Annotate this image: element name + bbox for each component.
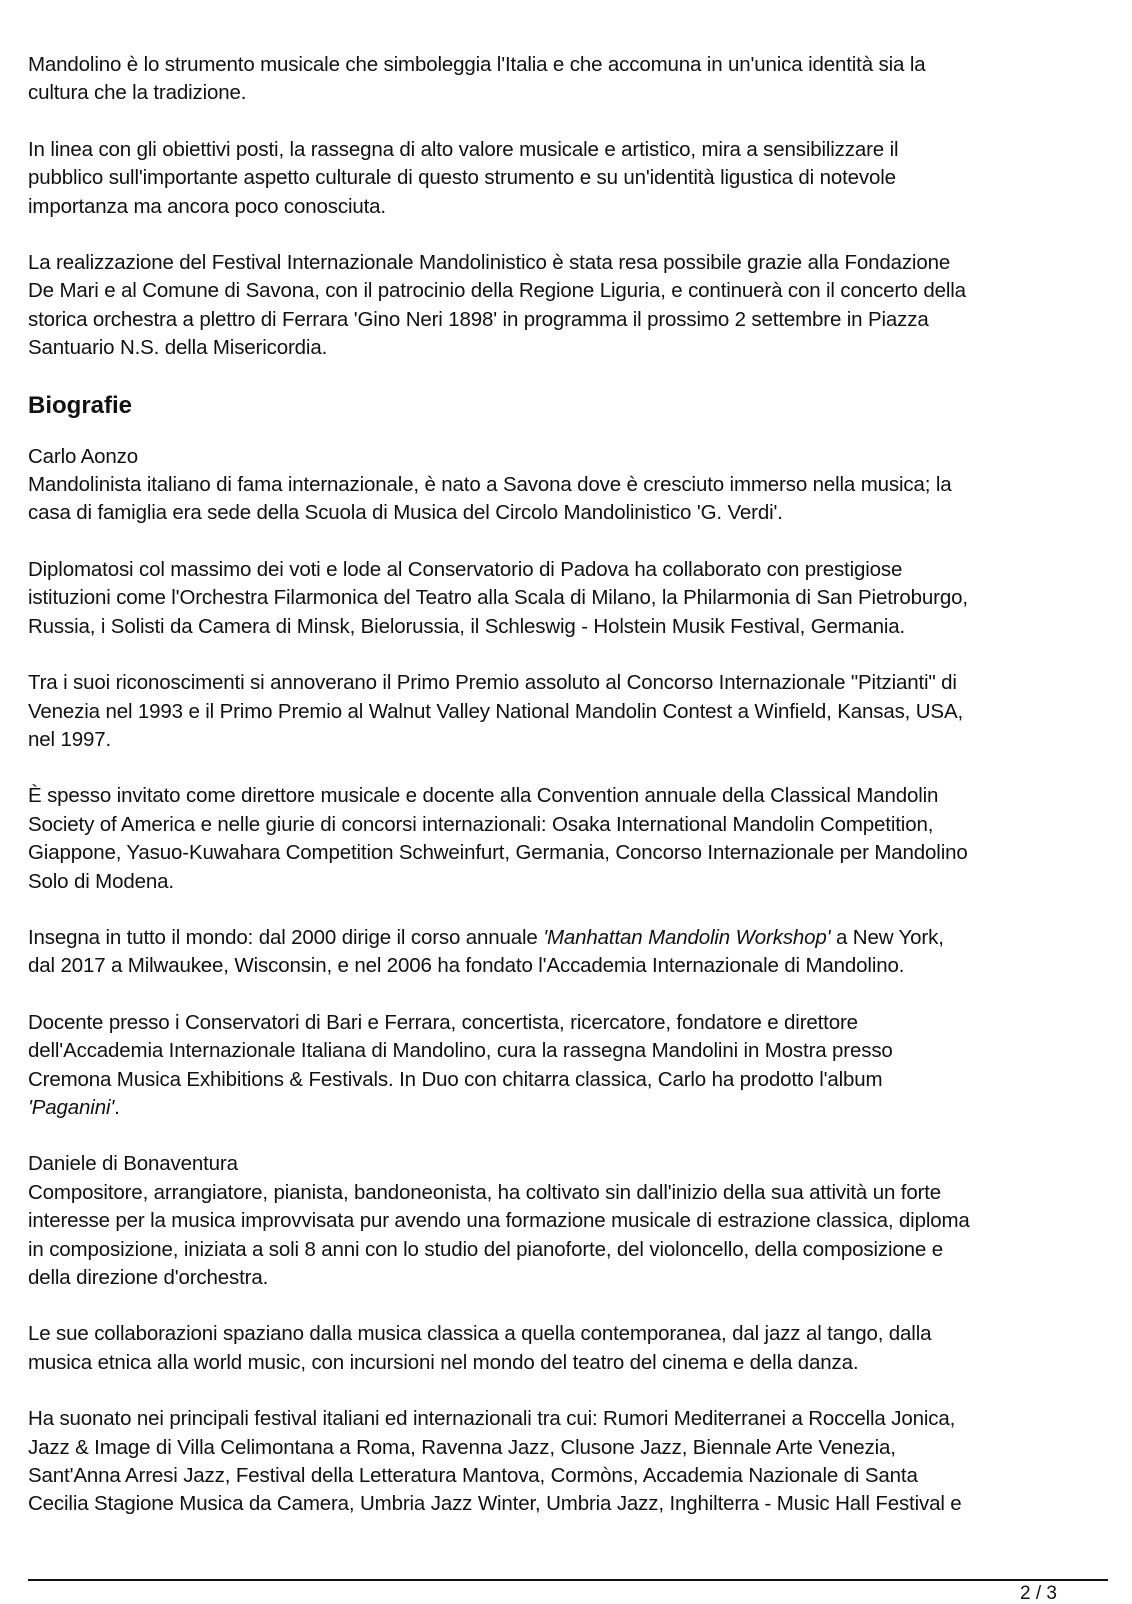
text-span: .	[114, 1095, 120, 1119]
text-line: Jazz & Image di Villa Celimontana a Roma, Ravenna Jazz, Clusone Jazz, Biennale Arte Venezia,	[28, 1435, 896, 1459]
text-line: Solo di Modena.	[28, 869, 174, 893]
bio-name-aonzo: Carlo Aonzo	[28, 444, 139, 468]
section-heading-biografie: Biografie	[28, 391, 133, 419]
text-line: Cecilia Stagione Musica da Camera, Umbria Jazz Winter, Umbria Jazz, Inghilterra - Music Hall Festival e	[28, 1492, 962, 1516]
text-line: Docente presso i Conservatori di Bari e Ferrara, concertista, ricercatore, fondatore e direttore	[28, 1010, 858, 1034]
intro-paragraph-2	[28, 136, 1108, 221]
intro-paragraph-3	[28, 249, 1108, 363]
text-line: in composizione, iniziata a soli 8 anni con lo studio del pianoforte, del violoncello, della composizione e	[28, 1237, 943, 1261]
text-line	[28, 1094, 1108, 1122]
text-line: In linea con gli obiettivi posti, la rassegna di alto valore musicale e artistico, mira a sensibilizzare il	[28, 137, 899, 161]
text-line: Compositore, arrangiatore, pianista, bandoneonista, ha coltivato sin dall'inizio della sua attività un forte	[28, 1180, 942, 1204]
text-line: nel 1997.	[28, 727, 112, 751]
text-line: dell'Accademia Internazionale Italiana di Mandolino, cura la rassegna Mandolini in Mostra presso	[28, 1039, 893, 1063]
text-line	[28, 924, 1108, 952]
text-line: Venezia nel 1993 e il Primo Premio al Walnut Valley National Mandolin Contest a Winfield, Kansas, USA,	[28, 699, 964, 723]
text-line: De Mari e al Comune di Savona, con il patrocinio della Regione Liguria, e continuerà con il concerto della	[28, 279, 966, 303]
text-line: Ha suonato nei principali festival italiani ed internazionali tra cui: Rumori Mediterranei a Roccella Jonica,	[28, 1407, 956, 1431]
bio-aonzo-intro	[28, 443, 1108, 528]
footer-divider	[28, 1579, 1108, 1581]
text-line: Mandolinista italiano di fama internazionale, è nato a Savona dove è cresciuto immerso nella musica; la	[28, 473, 952, 497]
bio-name-bonaventura: Daniele di Bonaventura	[28, 1152, 238, 1176]
bio-aonzo-paragraph-5	[28, 924, 1108, 981]
text-line: È spesso invitato come direttore musicale e docente alla Convention annuale della Classical Mandolin	[28, 784, 939, 808]
text-span: Insegna in tutto il mondo: dal 2000 dirige il corso annuale	[28, 925, 544, 949]
intro-paragraph-1	[28, 51, 1108, 108]
text-line: Giappone, Yasuo-Kuwahara Competition Schweinfurt, Germania, Concorso Internazionale per Mandolino	[28, 841, 968, 865]
bio-aonzo-paragraph-2	[28, 556, 1108, 641]
text-line: Mandolino è lo strumento musicale che simboleggia l'Italia e che accomuna in un'unica identità sia la	[28, 53, 926, 76]
text-line: Le sue collaborazioni spaziano dalla musica classica a quella contemporanea, dal jazz al tango, dalla	[28, 1322, 932, 1346]
bio-bonaventura-intro	[28, 1150, 1108, 1292]
album-title: 'Paganini'	[28, 1095, 115, 1119]
text-line: La realizzazione del Festival Internazionale Mandolinistico è stata resa possibile grazie alla Fondazione	[28, 251, 951, 275]
text-line: importanza ma ancora poco conosciuta.	[28, 194, 386, 218]
text-line: Tra i suoi riconoscimenti si annoverano il Primo Premio assoluto al Concorso Internazionale "Pitzianti" di	[28, 671, 957, 695]
workshop-title: 'Manhattan Mandolin Workshop'	[543, 925, 831, 949]
text-line: Sant'Anna Arresi Jazz, Festival della Letteratura Mantova, Cormòns, Accademia Nazionale di Santa	[28, 1464, 918, 1488]
bio-aonzo-paragraph-6	[28, 1009, 1108, 1123]
text-line: Santuario N.S. della Misericordia.	[28, 336, 328, 360]
text-line: Society of America e nelle giurie di concorsi internazionali: Osaka International Mandolin Competition,	[28, 812, 934, 836]
text-line: Russia, i Solisti da Camera di Minsk, Bielorussia, il Schleswig - Holstein Musik Festival, Germania.	[28, 614, 906, 638]
bio-bonaventura-paragraph-2	[28, 1320, 1108, 1377]
bio-bonaventura-paragraph-3	[28, 1405, 1108, 1519]
text-line: istituzioni come l'Orchestra Filarmonica del Teatro alla Scala di Milano, la Philarmonia di San Pietroburgo,	[28, 586, 968, 610]
text-span: a New York,	[830, 925, 944, 949]
text-line: della direzione d'orchestra.	[28, 1266, 269, 1289]
text-line: pubblico sull'importante aspetto culturale di questo strumento e su un'identità ligustica di notevole	[28, 166, 896, 190]
text-line: dal 2017 a Milwaukee, Wisconsin, e nel 2006 ha fondato l'Accademia Internazionale di Mandolino.	[28, 954, 905, 978]
text-line: cultura che la tradizione.	[28, 81, 247, 105]
text-line: casa di famiglia era sede della Scuola di Musica del Circolo Mandolinistico 'G. Verdi'.	[28, 501, 783, 525]
text-line: Diplomatosi col massimo dei voti e lode al Conservatorio di Padova ha collaborato con prestigiose	[28, 557, 903, 581]
text-line: interesse per la musica improvvisata pur avendo una formazione musicale di estrazione classica, diploma	[28, 1209, 970, 1233]
text-line: Cremona Musica Exhibitions & Festivals. In Duo con chitarra classica, Carlo ha prodotto l'album	[28, 1067, 883, 1091]
text-line: musica etnica alla world music, con incursioni nel mondo del teatro del cinema e della danza.	[28, 1350, 859, 1374]
text-line: storica orchestra a plettro di Ferrara 'Gino Neri 1898' in programma il prossimo 2 settembre in Piazza	[28, 307, 929, 331]
bio-aonzo-paragraph-3	[28, 669, 1108, 754]
bio-aonzo-paragraph-4	[28, 782, 1108, 896]
page-number: 2 / 3	[1020, 1583, 1057, 1604]
document-page	[28, 51, 1108, 1547]
